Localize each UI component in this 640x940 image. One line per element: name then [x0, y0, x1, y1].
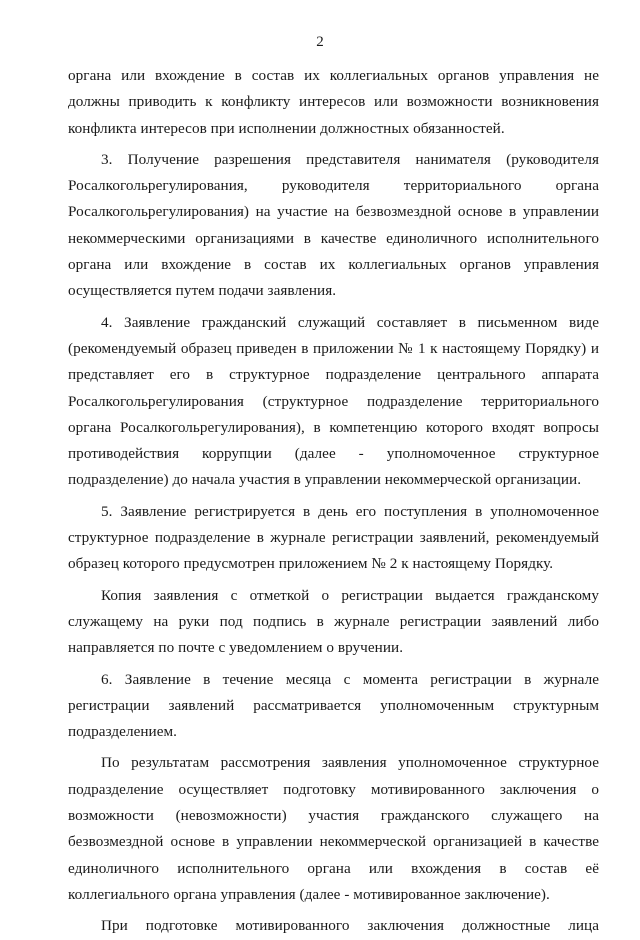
paragraph-item-6: 6. Заявление в течение месяца с момента регистрации в журнале регистрации заявлений рассматривается уполномоченным структурным подразделением. [68, 670, 599, 741]
paragraph-review-results: По результатам рассмотрения заявления уполномоченное структурное подразделение осуществляет подготовку мотивированного заключения о возможности (невозможности) участия гражданского служащего на безвозмездной основе в управлении некоммерческой организацией в качестве единоличного исполнительного органа или вхождения в состав её коллегиального органа управления (далее - мотивированное заключение). [68, 754, 599, 903]
paragraph-item-3: 3. Получение разрешения представителя нанимателя (руководителя Росалкогольрегулирования, руководителя территориального органа Росалкогольрегулирования) на участие на безвозмездной основе в управлении некоммерческими организациями в качестве единоличного исполнительного органа или вхождение в состав их коллегиальных органов управления осуществляется путем подачи заявления. [68, 150, 599, 300]
paragraph-item-5: 5. Заявление регистрируется в день его поступления в уполномоченное структурное подразделение в журнале регистрации заявлений, рекомендуемый образец которого предусмотрен приложением № 2 к настоящему Порядку. [68, 502, 599, 573]
paragraph-item-4: 4. Заявление гражданский служащий составляет в письменном виде (рекомендуемый образец приведен в приложении № 1 к настоящему Порядку) и представляет его в структурное подразделение центрального аппарата Росалкогольрегулирования (структурное подразделение территориального органа Росалкогольрегулирования), в компетенцию которого входят вопросы противодействия коррупции (далее - уполномоченное структурное подразделение) до начала участия в управлении некоммерческой организации. [68, 313, 599, 489]
paragraph-preparation: При подготовке мотивированного заключения должностные лица [101, 917, 599, 935]
document-body [68, 63, 599, 940]
page-number: 2 [316, 34, 324, 50]
paragraph-copy-of-application: Копия заявления с отметкой о регистрации выдается гражданскому служащему на руки под подпись в журнале регистрации заявлений либо направляется по почте с уведомлением о вручении. [68, 586, 599, 657]
paragraph-continuation: органа или вхождение в состав их коллегиальных органов управления не должны приводить к конфликту интересов или возможности возникновения конфликта интересов при исполнении должностных обязанностей. [68, 67, 599, 137]
